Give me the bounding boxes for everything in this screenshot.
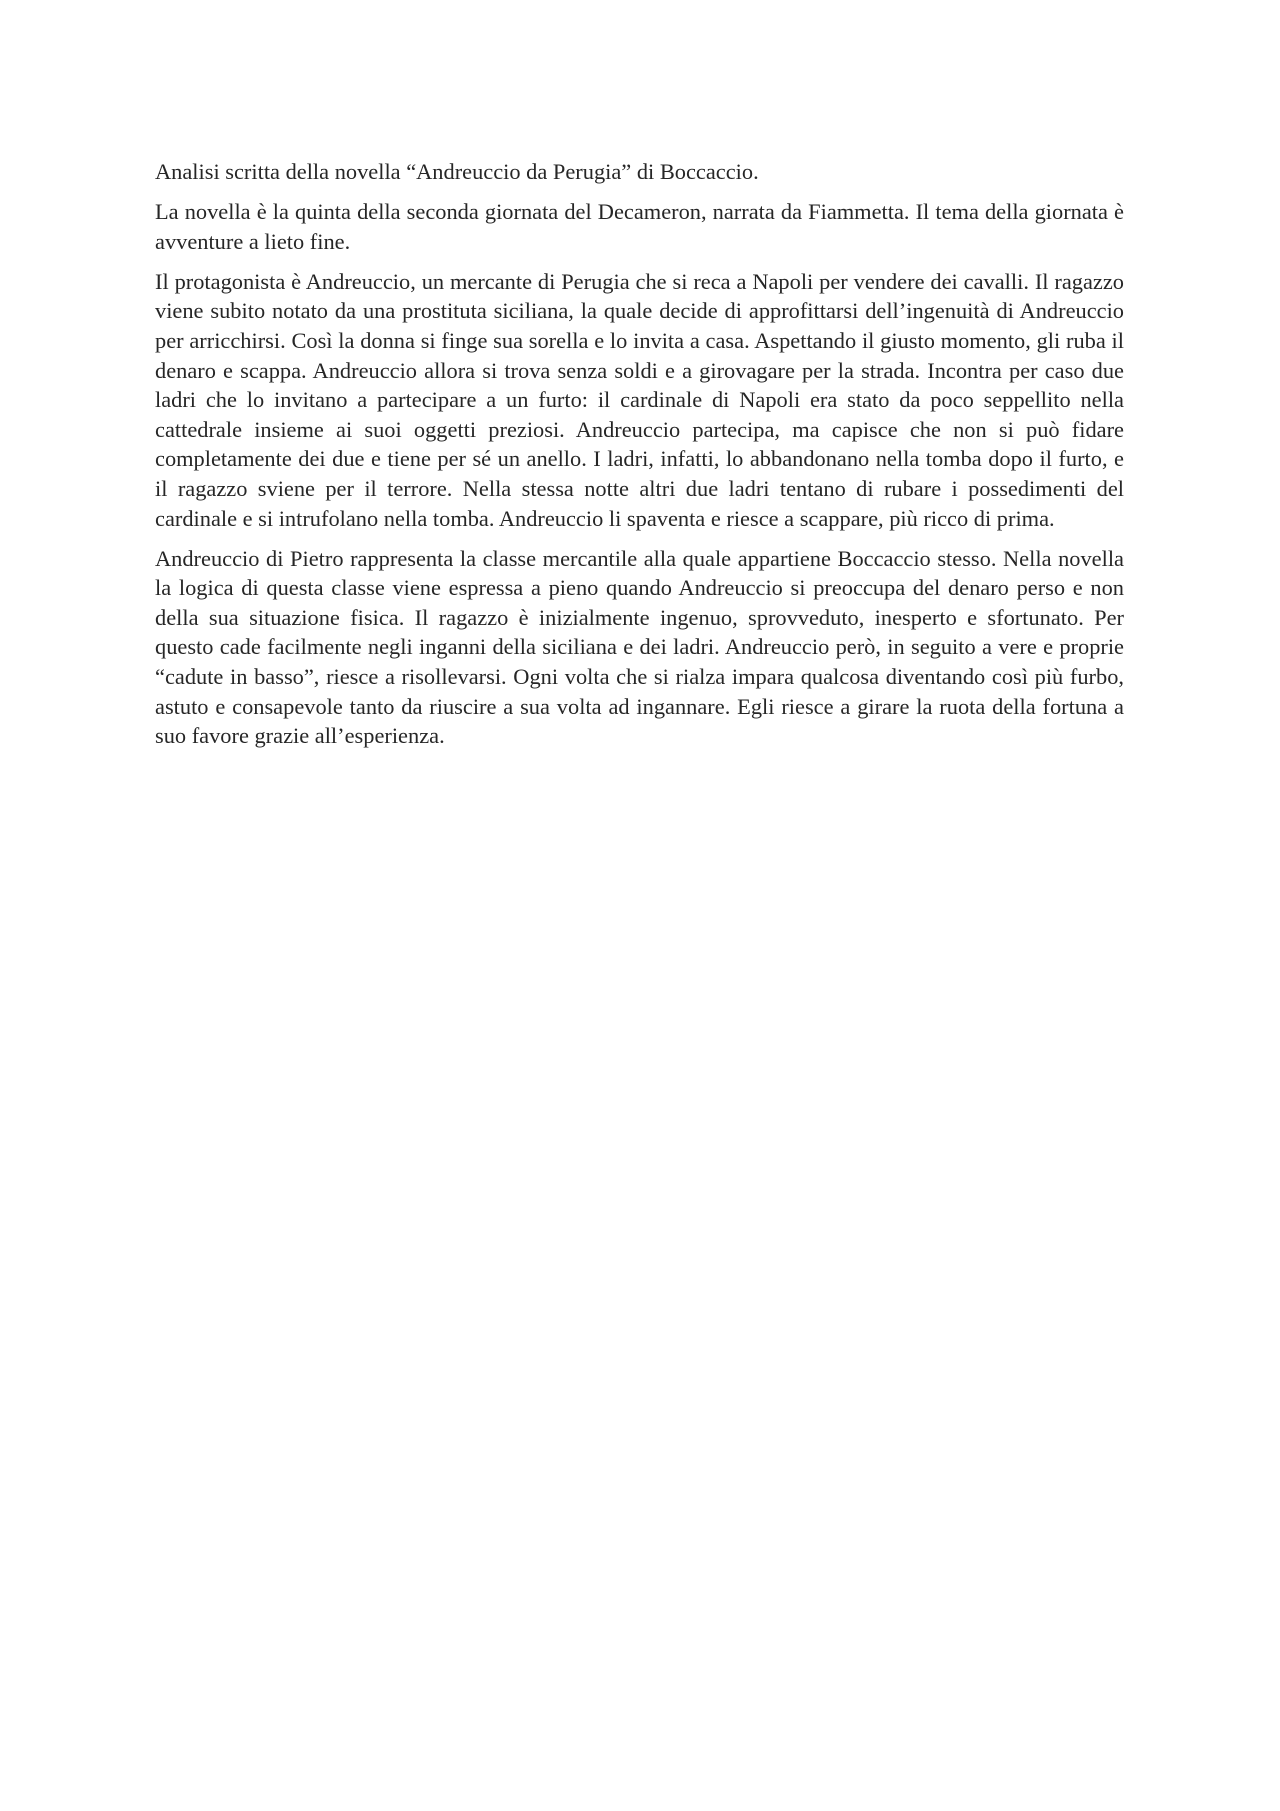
document-page bbox=[155, 157, 1124, 761]
paragraph-character-analysis: Andreuccio di Pietro rappresenta la classe mercantile alla quale appartiene Boccaccio stesso. Nella novella la logica di questa classe viene espressa a pieno quando Andreuccio si preoccupa del denaro perso e non della sua situazione fisica. Il ragazzo è inizialmente ingenuo, sprovveduto, inesperto e sfortunato. Per questo cade facilmente negli inganni della siciliana e dei ladri. Andreuccio però, in seguito a vere e proprie “cadute in basso”, riesce a risollevarsi. Ogni volta che si rialza impara qualcosa diventando così più furbo, astuto e consapevole tanto da riuscire a sua volta ad ingannare. Egli riesce a girare la ruota della fortuna a suo favore grazie all’esperienza. bbox=[155, 545, 1124, 749]
paragraph-intro: La novella è la quinta della seconda giornata del Decameron, narrata da Fiammetta. Il tema della giornata è avventure a lieto fine. bbox=[155, 199, 1124, 254]
document-title: Analisi scritta della novella “Andreuccio da Perugia” di Boccaccio. bbox=[155, 159, 759, 184]
paragraph-plot-summary: Il protagonista è Andreuccio, un mercante di Perugia che si reca a Napoli per vendere dei cavalli. Il ragazzo viene subito notato da una prostituta siciliana, la quale decide di approfittarsi dell’ingenuità di Andreuccio per arricchirsi. Così la donna si finge sua sorella e lo invita a casa. Aspettando il giusto momento, gli ruba il denaro e scappa. Andreuccio allora si trova senza soldi e a girovagare per la strada. Incontra per caso due ladri che lo invitano a partecipare a un furto: il cardinale di Napoli era stato da poco seppellito nella cattedrale insieme ai suoi oggetti preziosi. Andreuccio partecipa, ma capisce che non si può fidare completamente dei due e tiene per sé un anello. I ladri, infatti, lo abbandonano nella tomba dopo il furto, e il ragazzo sviene per il terrore. Nella stessa notte altri due ladri tentano di rubare i possedimenti del cardinale e si intrufolano nella tomba. Andreuccio li spaventa e riesce a scappare, più ricco di prima. bbox=[155, 268, 1124, 531]
